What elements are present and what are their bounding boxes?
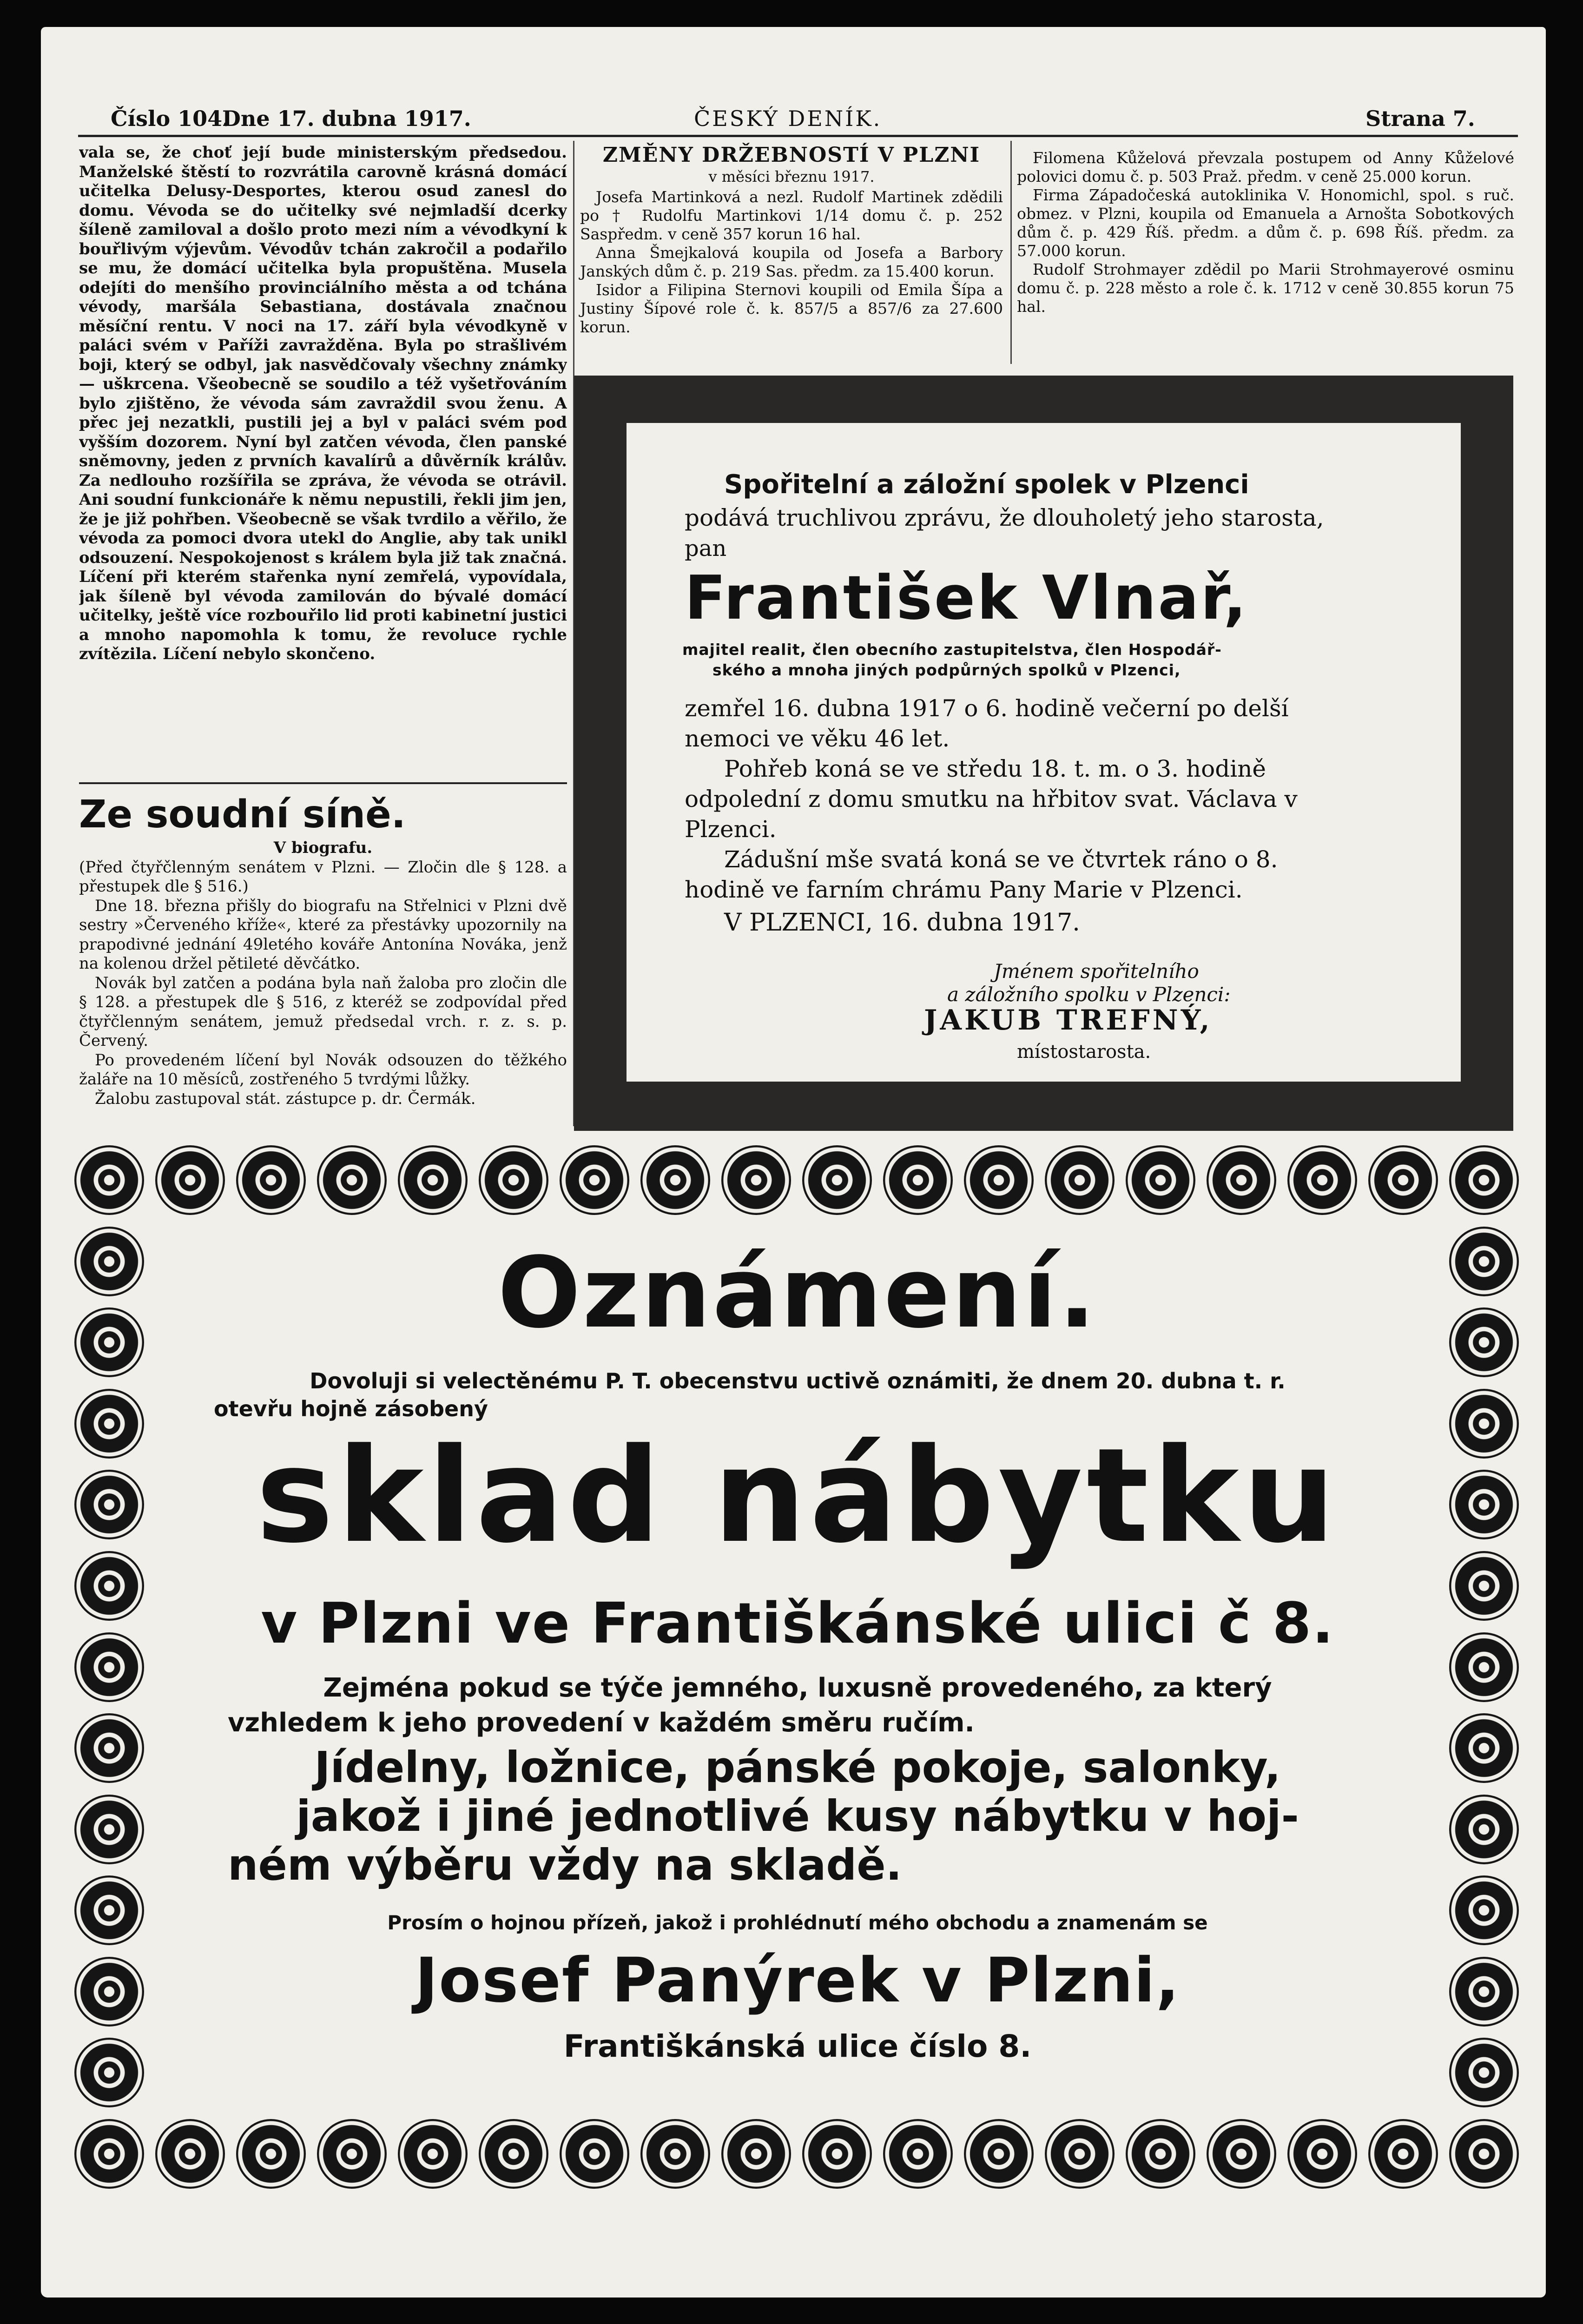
advert-items: ném výběru vždy na skladě. <box>228 1840 902 1890</box>
obituary-line: Pohřeb koná se ve středu 18. t. m. o 3. hodině <box>724 755 1266 782</box>
obituary-place-date: V PLZENCI, 16. dubna 1917. <box>724 909 1080 937</box>
property-subtitle: v měsíci březnu 1917. <box>708 168 875 185</box>
issue-date: Dne 17. dubna 1917. <box>222 106 471 131</box>
property-entry: Filomena Kůželová převzala postupem od Anny Kůželové polovici domu č. p. 503 Praž. předm. v ceně 25.000 korun. <box>1017 149 1514 185</box>
obituary-signature-line: a záložního spolku v Plzenci: <box>947 983 1231 1006</box>
rosette-ornament <box>74 1307 144 1377</box>
rosette-ornament <box>155 1145 225 1215</box>
rosette-ornament <box>1045 2119 1115 2189</box>
court-section-title: Ze soudní síně. <box>79 792 406 837</box>
advert-title: Oznámení. <box>497 1236 1098 1350</box>
rosette-ornament <box>560 2119 629 2189</box>
rosette-ornament <box>1449 1470 1519 1539</box>
story-paragraph: vala se, že choť její bude ministerským předsedou. Manželské štěstí to rozvrátila carovně krásná domácí učitelka Delusy-Desportes, kterou osud zanesl do domu. Vévoda se do učitelky své nejmladší dcerky šíleně zamiloval a došlo proto mezi ním a vévodkyní k bouřlivým výjevům. Vévodův tchán zakročil a podařilo se mu, že domácí učitelka byla propuštěna. Musela odejíti do menšího provinciálního města a od tchána vévody, maršála Sebastiana, dostávala značnou měsíční rentu. V noci na 17. září byla vévodkyně v paláci svém v Paříži zavražděna. Byla po strašlivém boji, který se odbyl, jak nasvědčovaly všechny známky — uškrcena. Všeobecně se soudilo a též vyšetřováním bylo zjištěno, že vévoda sám zavraždil svou ženu. A přec jej nezatkli, pustili jej a byl v paláci svém pod vyšším dozorem. Nyní byl zatčen vévoda, člen panské sněmovny, jeden z prvních kavalírů a důvěrník králův. Za nedlouho rozšířila se zpráva, že vévoda se otrávil. Ani soudní funkcionáře k němu nepustili, řekli jim jen, že je již pohřben. Všeobecně se však tvrdilo a věřilo, že vévoda za pomoci dvora utekl do Anglie, aby tak unikl odsouzení. Nespokojenost s králem byla již tak značná. Líčení při kterém stařenka nyní zemřelá, vypovídala, jak šíleně byl vévoda zamilován do bývalé domácí učitelky, ještě více rozbouřilo lid proti kabinetní justici a mnoho napomohla k tomu, že revoluce rychle zvítězila. Líčení nebylo skončeno. <box>79 143 567 663</box>
court-paragraph: Novák byl zatčen a podána byla naň žaloba pro zločin dle § 128. a přestupek dle § 516, z kteréž se zodpovídal před čtyřčlenným senátem, jemuž předsedal vrch. r. z. s. p. Červený. <box>79 973 567 1050</box>
obituary-titles: ského a mnoha jiných podpůrných spolků v Plzenci, <box>712 661 1181 679</box>
court-paragraph: Po provedeném líčení byl Novák odsouzen do těžkého žaláře na 10 měsíců, zostřeného 5 tvrdými lůžky. <box>79 1050 567 1089</box>
court-paragraph: Žalobu zastupoval stát. zástupce p. dr. Čermák. <box>95 1089 476 1108</box>
obituary-line: Plzenci. <box>685 816 777 843</box>
advert-items: jakož i jiné jednotlivé kusy nábytku v hoj- <box>296 1791 1299 1841</box>
advert-headline: sklad nábytku <box>256 1420 1339 1572</box>
rosette-ornament <box>1449 1632 1519 1702</box>
obituary-line: podává truchlivou zprávu, že dlouholetý jeho starosta, <box>685 504 1324 531</box>
obituary-line: odpolední z domu smutku na hřbitov svat. Václava v <box>685 786 1298 812</box>
rosette-ornament <box>1449 1551 1519 1621</box>
court-paragraph: (Před čtyřčlenným senátem v Plzni. — Zločin dle § 128. a přestupek dle § 516.) <box>79 858 567 896</box>
rosette-ornament <box>236 1145 306 1215</box>
advertisement <box>158 1224 1437 2105</box>
property-entry: Anna Šmejkalová koupila od Josefa a Barbory Janských dům č. p. 219 Sas. předm. za 15.400 korun. <box>580 244 1003 280</box>
column-rule <box>1010 141 1012 364</box>
obituary-line: Zádušní mše svatá koná se ve čtvrtek ráno o 8. <box>724 846 1278 873</box>
court-section <box>79 786 567 1167</box>
advert-owner: Josef Panýrek v Plzni, <box>415 1945 1181 2016</box>
rosette-ornament <box>721 2119 791 2189</box>
advert-detail: vzhledem k jeho provedení v každém směru ručím. <box>228 1708 975 1738</box>
obituary-line: pan <box>685 535 727 561</box>
advert-closing: Prosím o hojnou přízeň, jakož i prohlédnutí mého obchodu a znamenám se <box>387 1911 1208 1934</box>
obituary-name: František Vlnař, <box>685 562 1248 633</box>
rosette-ornament <box>317 1145 387 1215</box>
ornamental-frame <box>74 1145 1519 2189</box>
rosette-ornament <box>640 1145 710 1215</box>
rosette-ornament <box>721 1145 791 1215</box>
property-entry: Josefa Martinková a nezl. Rudolf Martinek zdědili po † Rudolfu Martinkovi 1/14 domu č. p. 252 Saspředm. v ceně 357 korun 16 hal. <box>580 188 1003 243</box>
obituary-border <box>574 376 1513 1131</box>
rosette-ornament <box>74 2038 144 2107</box>
property-column-right <box>1017 149 1514 316</box>
rosette-ornament <box>1368 1145 1438 1215</box>
rosette-ornament <box>964 1145 1034 1215</box>
newspaper-page <box>41 27 1546 2298</box>
obituary-signature-line: Jménem spořitelního <box>994 960 1199 983</box>
property-column <box>580 143 1003 337</box>
rosette-ornament <box>1449 2119 1519 2189</box>
rosette-ornament <box>1287 1145 1357 1215</box>
rosette-ornament <box>74 1875 144 1945</box>
advert-intro: Dovoluji si velectěnému P. T. obecenstvu uctivě oznámiti, že dnem 20. dubna t. r. <box>310 1368 1286 1393</box>
rosette-ornament <box>479 1145 548 1215</box>
property-entry: Isidor a Filipina Sternovi koupili od Emila Šípa a Justiny Šípové role č. k. 857/5 a 857/6 za 27.600 korun. <box>580 281 1003 336</box>
advert-address: Františkánská ulice číslo 8. <box>563 2028 1032 2064</box>
rosette-ornament <box>640 2119 710 2189</box>
rosette-ornament <box>74 1389 144 1459</box>
obituary-notice <box>627 423 1461 1082</box>
rosette-ornament <box>74 1145 144 1215</box>
obituary-signer: JAKUB TREFNÝ, <box>924 1004 1213 1037</box>
rosette-ornament <box>398 2119 468 2189</box>
rosette-ornament <box>155 2119 225 2189</box>
property-entry: Firma Západočeská autoklinika V. Honomichl, spol. s ruč. obmez. v Plzni, koupila od Emanuela a Arnošta Sobotkových dům č. p. 429 Říš. předm. a dům č. p. 698 Říš. předm. za 57.000 korun. <box>1017 186 1514 260</box>
court-paragraph: Dne 18. března přišly do biografu na Střelnici v Plzni dvě sestry »Červeného kříže«, které za přestávky upozornily na prapodivné jednání 49letého kováře Antonína Nováka, jenž na kolenou držel pětileté děvčátko. <box>79 896 567 973</box>
rosette-ornament <box>1449 2038 1519 2107</box>
rosette-ornament <box>1449 1145 1519 1215</box>
rosette-ornament <box>883 2119 953 2189</box>
rosette-ornament <box>1449 1307 1519 1377</box>
section-rule <box>79 782 567 784</box>
rosette-ornament <box>74 1551 144 1621</box>
obituary-line: zemřel 16. dubna 1917 o 6. hodině večerní po delší <box>685 695 1289 722</box>
advert-detail: Zejména pokud se týče jemného, luxusně provedeného, za který <box>323 1673 1272 1703</box>
obituary-line: hodině ve farním chrámu Pany Marie v Plzenci. <box>685 876 1243 903</box>
rosette-ornament <box>1368 2119 1438 2189</box>
rosette-ornament <box>74 1227 144 1296</box>
rosette-ornament <box>1126 2119 1195 2189</box>
obituary-line: nemoci ve věku 46 let. <box>685 725 950 752</box>
newspaper-title: ČESKÝ DENÍK. <box>694 106 882 131</box>
obituary-titles: majitel realit, člen obecního zastupitelstva, člen Hospodář- <box>682 640 1222 659</box>
rosette-ornament <box>1207 2119 1276 2189</box>
rosette-ornament <box>964 2119 1034 2189</box>
rosette-ornament <box>1449 1957 1519 2027</box>
obituary-organization: Spořitelní a záložní spolek v Plzenci <box>724 469 1249 500</box>
issue-number: Číslo 104. <box>111 106 230 131</box>
rosette-ornament <box>74 2119 144 2189</box>
rosette-ornament <box>74 1795 144 1864</box>
rosette-ornament <box>1207 1145 1276 1215</box>
rosette-ornament <box>1045 1145 1115 1215</box>
rosette-ornament <box>1126 1145 1195 1215</box>
rosette-ornament <box>74 1713 144 1783</box>
rosette-ornament <box>317 2119 387 2189</box>
page-number: Strana 7. <box>1365 106 1475 131</box>
rosette-ornament <box>883 1145 953 1215</box>
rosette-ornament <box>479 2119 548 2189</box>
rosette-ornament <box>1449 1227 1519 1296</box>
court-section-subtitle: V biografu. <box>273 838 373 857</box>
rosette-ornament <box>1287 2119 1357 2189</box>
rosette-ornament <box>74 1957 144 2027</box>
advert-location: v Plzni ve Františkánské ulici č 8. <box>261 1591 1334 1656</box>
obituary-signer-role: místostarosta. <box>1017 1041 1151 1063</box>
advert-intro: otevřu hojně zásobený <box>214 1396 488 1421</box>
story-column <box>79 143 567 780</box>
rosette-ornament <box>236 2119 306 2189</box>
rosette-ornament <box>802 1145 872 1215</box>
property-title: ZMĚNY DRŽEBNOSTÍ V PLZNI <box>602 143 981 167</box>
rosette-ornament <box>74 1632 144 1702</box>
property-entry: Rudolf Strohmayer zdědil po Marii Strohmayerové osminu domu č. p. 228 město a role č. k. 1712 v ceně 30.855 korun 75 hal. <box>1017 260 1514 316</box>
header-rule <box>78 135 1518 137</box>
rosette-ornament <box>74 1470 144 1539</box>
rosette-ornament <box>398 1145 468 1215</box>
rosette-ornament <box>560 1145 629 1215</box>
rosette-ornament <box>802 2119 872 2189</box>
advert-items: Jídelny, ložnice, pánské pokoje, salonky, <box>314 1743 1281 1792</box>
